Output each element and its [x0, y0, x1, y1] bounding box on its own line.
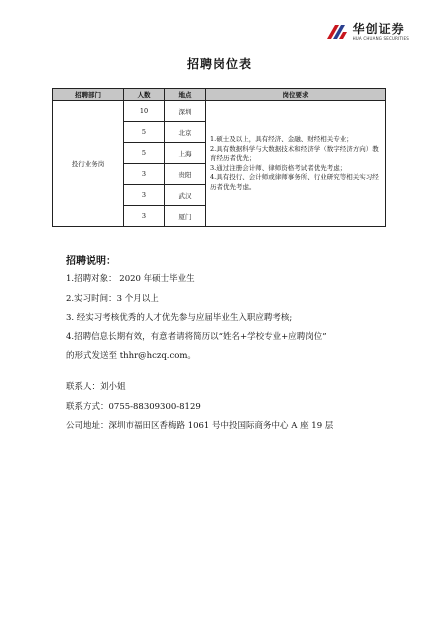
count-cell: 10 — [124, 101, 165, 122]
requirements-cell — [206, 101, 386, 227]
requirement-item: 4.具有投行、会计师或律师事务所、行业研究等相关实习经历者优先考虑。 — [210, 173, 379, 191]
logo-english: HUA CHUANG SECURITIES — [352, 36, 409, 41]
requirement-item: 2.具有数据科学与大数据技术和经济学（数字经济方向）教育经历者优先； — [210, 144, 379, 162]
note-item: 2.实习时间：3 个月以上 — [66, 294, 159, 304]
job-table — [52, 88, 386, 227]
department-cell: 投行业务岗 — [53, 101, 124, 227]
header-department: 招聘部门 — [53, 89, 124, 101]
note-item: 3. 经实习考核优秀的人才优先参与应届毕业生入职应聘考核; — [66, 313, 293, 323]
count-cell: 3 — [124, 206, 165, 227]
location-cell: 贵阳 — [165, 164, 206, 185]
table-row — [53, 101, 386, 122]
count-cell: 3 — [124, 164, 165, 185]
requirement-item: 1.硕士及以上，具有经济、金融、财经相关专业； — [210, 135, 353, 143]
location-cell: 北京 — [165, 122, 206, 143]
contact-address: 公司地址：深圳市福田区香梅路 1061 号中投国际商务中心 A 座 19 层 — [66, 421, 334, 431]
contact-phone: 联系方式：0755-88309300-8129 — [66, 402, 201, 412]
header-count: 人数 — [124, 89, 165, 101]
count-cell: 3 — [124, 185, 165, 206]
logo-mark-icon — [325, 23, 349, 41]
note-item: 1.招聘对象： 2020 年硕士毕业生 — [66, 274, 195, 284]
header-location: 地点 — [165, 89, 206, 101]
header-requirements: 岗位要求 — [206, 89, 386, 101]
table-header-row — [53, 89, 386, 101]
company-logo — [325, 22, 409, 41]
note-item: 4.招聘信息长期有效，有意者请将简历以“姓名+学校专业+应聘岗位” — [66, 332, 327, 342]
count-cell: 5 — [124, 143, 165, 164]
page-title: 招聘岗位表 — [186, 57, 252, 71]
requirement-item: 3.通过注册会计师、律师资格考试者优先考虑； — [210, 163, 347, 172]
note-item: 的形式发送至 thhr@hczq.com。 — [66, 351, 196, 361]
location-cell: 上海 — [165, 143, 206, 164]
logo-name: 华创证券 — [352, 22, 405, 36]
notes-heading: 招聘说明： — [66, 256, 116, 267]
location-cell: 深圳 — [165, 101, 206, 122]
count-cell: 5 — [124, 122, 165, 143]
location-cell: 厦门 — [165, 206, 206, 227]
contact-person: 联系人：刘小姐 — [66, 382, 126, 392]
location-cell: 武汉 — [165, 185, 206, 206]
